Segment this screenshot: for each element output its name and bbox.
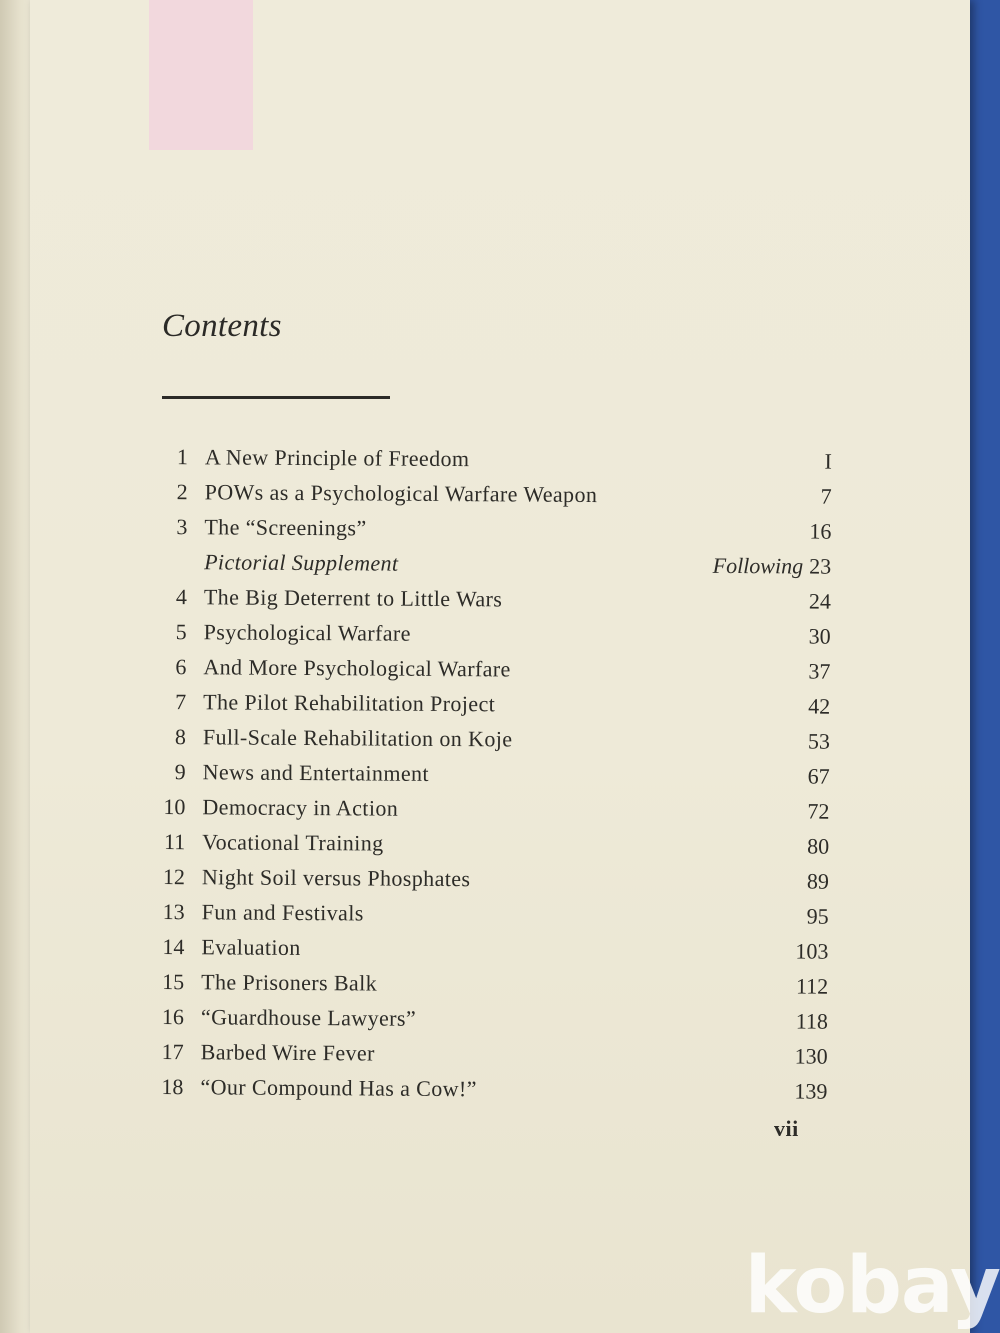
toc-chapter-number: 14 [162,934,185,960]
toc-chapter-title: News and Entertainment [202,759,430,786]
toc-entry [157,859,829,899]
toc-page-value: I [824,448,832,474]
toc-page-number [808,689,830,724]
toc-chapter-title: Vocational Training [202,829,384,856]
toc-entry [158,754,830,794]
toc-page-number [808,759,830,794]
toc-chapter-number: 3 [176,514,188,540]
toc-chapter-number: 8 [174,724,187,750]
toc-supplement-entry [159,544,831,584]
toc-page-value: 23 [809,553,832,579]
toc-chapter-number: 15 [162,969,185,995]
toc-entry [158,719,830,759]
toc-entry [158,684,830,724]
toc-page-number [807,829,829,864]
toc-chapter-title: The “Screenings” [204,514,367,541]
toc-entry [160,474,832,514]
toc-chapter-title: “Our Compound Has a Cow!” [200,1074,477,1102]
toc-chapter-title: Night Soil versus Phosphates [201,864,471,892]
toc-page-number [820,479,831,514]
toc-entry [156,929,828,969]
toc-chapter-number: 7 [175,689,187,715]
toc-entry [156,1034,828,1074]
toc-page-value: 42 [808,693,831,719]
toc-chapter-title: “Guardhouse Lawyers” [200,1004,417,1031]
toc-page-number [795,1038,828,1073]
toc-entry [160,439,832,479]
toc-chapter-title: Pictorial Supplement [204,549,399,576]
page-number: vii [774,1116,799,1141]
toc-page-number [809,619,831,654]
toc-entry [157,824,829,864]
toc-page-number [796,1003,828,1038]
toc-page-number [795,933,828,968]
toc-entry [157,789,829,829]
toc-chapter-title: Full-Scale Rehabilitation on Koje [202,724,513,752]
toc-page-value: 130 [794,1043,828,1069]
page-title: Contents [162,308,282,344]
toc-page-number [807,864,829,899]
toc-page-value: 37 [808,658,831,684]
toc-entry [155,1069,827,1109]
toc-chapter-number: 18 [161,1074,184,1100]
toc-chapter-number: 6 [175,654,187,680]
toc-page-value: 112 [795,973,829,999]
toc-entry [158,649,830,689]
toc-chapter-number: 10 [163,794,186,820]
toc-chapter-number: 16 [161,1004,185,1030]
toc-page-number [796,968,828,1003]
toc-page-number [807,794,829,829]
toc-page-value: 30 [808,623,831,649]
toc-page-value: 103 [795,938,829,964]
toc-page-prefix: Following [712,552,804,579]
toc-chapter-number: 11 [163,829,186,855]
table-of-contents [155,439,832,1109]
toc-chapter-title: The Prisoners Balk [201,969,378,996]
toc-page-number [794,1073,827,1108]
toc-page-value: 80 [807,833,830,859]
toc-page-number [824,444,832,479]
toc-page-value: 72 [807,798,830,824]
toc-entry [157,894,829,934]
toc-chapter-number: 5 [175,619,187,645]
toc-chapter-number: 12 [162,864,186,890]
toc-chapter-title: Psychological Warfare [203,619,411,646]
toc-page-value: 95 [806,903,829,929]
toc-page-value: 118 [795,1008,829,1034]
toc-chapter-number: 1 [176,444,188,470]
toc-chapter-title: The Big Deterrent to Little Wars [203,584,503,612]
toc-chapter-title: POWs as a Psychological Warfare Weapon [204,479,598,508]
toc-entry [156,999,828,1039]
toc-chapter-title: And More Psychological Warfare [203,654,511,682]
toc-page-number [808,654,830,689]
toc-chapter-number: 17 [161,1039,184,1065]
toc-page-value: 24 [808,588,831,614]
toc-page-value: 139 [794,1078,828,1104]
toc-page-value: 7 [820,483,832,509]
toc-chapter-number: 2 [176,479,188,505]
book-spine [0,0,34,1333]
title-rule [162,396,390,399]
toc-chapter-number: 9 [174,759,186,785]
toc-chapter-number: 4 [175,584,187,610]
toc-page-number [808,724,830,759]
toc-chapter-title: Evaluation [201,934,301,960]
watermark-logo: kobay [744,1241,1000,1331]
toc-page-value: 53 [807,728,830,754]
toc-page-number [713,548,832,584]
toc-chapter-title: The Pilot Rehabilitation Project [203,689,496,717]
toc-page-value: 89 [806,868,830,894]
toc-entry [159,509,831,549]
toc-entry [159,614,831,654]
toc-chapter-title: A New Principle of Freedom [204,444,470,472]
toc-chapter-title: Democracy in Action [202,794,399,821]
toc-page-number [809,584,831,619]
bookmark-tab [149,0,253,150]
toc-chapter-title: Barbed Wire Fever [200,1039,375,1066]
toc-entry [159,579,831,619]
toc-page-value: 67 [807,763,830,789]
toc-page-number [809,514,831,549]
toc-page-value: 16 [809,518,832,544]
toc-page-number [807,899,829,934]
toc-chapter-title: Fun and Festivals [201,899,364,926]
toc-entry [156,964,828,1004]
toc-chapter-number: 13 [162,899,185,925]
